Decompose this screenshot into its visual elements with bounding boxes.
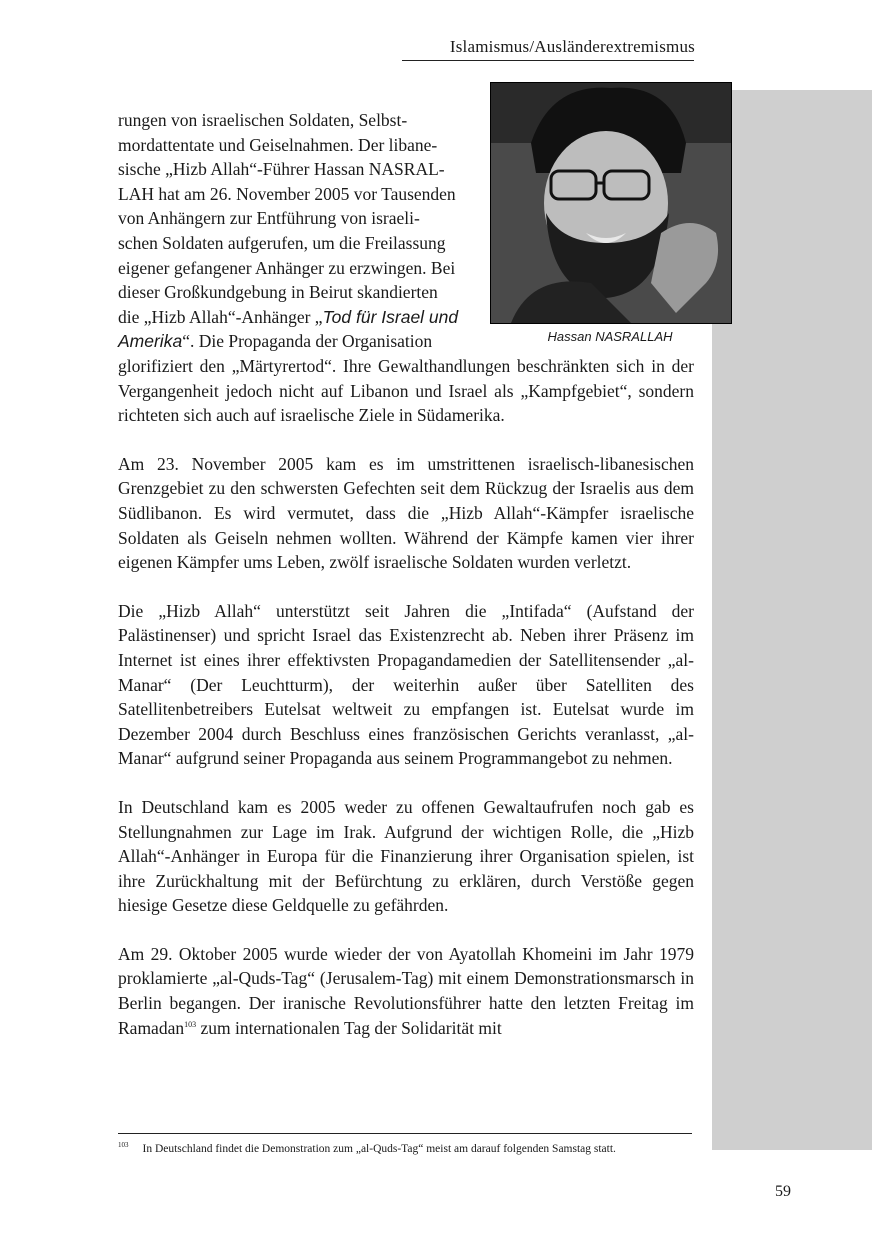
footnote — [118, 1141, 698, 1155]
main-text — [118, 354, 694, 1064]
footnote-rule — [118, 1133, 692, 1134]
paragraph-4: In Deutschland kam es 2005 weder zu offenen Gewaltaufrufen noch gab es Stellungnahmen zur Lage im Irak. Aufgrund der wichtigen Rolle, die „Hizb Allah“-Anhänger in Europa für die Finanzierung ihrer Organisation spielen, ist ihre Zurückhaltung mit der Befürchtung zu erklären, durch Verstöße gegen hiesige Gesetze diese Geldquelle zu gefährden. — [118, 796, 694, 916]
paragraph-5-text-end: zum internationalen Tag der Solidarität mit — [196, 1017, 502, 1038]
portrait-photo — [490, 82, 732, 324]
intro-line: schen Soldaten aufgerufen, um die Freilassung — [118, 232, 446, 253]
margin-gray-band — [712, 90, 872, 1150]
paragraph-1-continuation: glorifiziert den „Märtyrertod“. Ihre Gewalthandlungen beschränkten sich in der Vergangenheit jedoch nicht auf Libanon und Israel als „Kampfgebiet“, sondern richteten sich auch auf israelische Ziele in Südamerika. — [118, 356, 694, 426]
intro-line: mordattentate und Geiselnahmen. Der libane- — [118, 134, 438, 155]
photo-caption: Hassan NASRALLAH — [547, 329, 673, 344]
intro-column — [118, 108, 480, 354]
footnote-number: 103 — [118, 1141, 129, 1149]
slogan-quote-end: Amerika — [118, 331, 183, 352]
paragraph-3: Die „Hizb Allah“ unterstützt seit Jahren die „Intifada“ (Aufstand der Palästinenser) und spricht Israel das Existenzrecht ab. Neben ihrer Präsenz im Internet ist eines ihrer effektivsten Propagandamedien der Satellitensender „al-Manar“ (Der Leuchtturm), der weiterhin außer über Satelliten des Satellitenbetreibers Eutelsat weltweit zu empfangen ist. Eutelsat wurde im Dezember 2004 durch Beschluss eines französischen Gerichts veranlasst, „al-Manar“ aufgrund seiner Propaganda aus seinem Programmangebot zu nehmen. — [118, 600, 694, 769]
slogan-prefix: die „Hizb Allah“-Anhänger „ — [118, 306, 323, 327]
portrait-illustration — [491, 83, 731, 323]
paragraph-5-text: Am 29. Oktober 2005 wurde wieder der von Ayatollah Khomeini im Jahr 1979 proklamierte „al-Quds-Tag“ (Jerusalem-Tag) mit einem Demonstrationsmarsch in Berlin begangen. Der iranische Revolutionsführer hatte den letzten Freitag im Ramadan — [118, 943, 694, 1038]
intro-line: von Anhängern zur Entführung von israeli- — [118, 208, 420, 229]
slogan-suffix: “. Die Propaganda der Organisation — [182, 331, 433, 352]
footnote-text: In Deutschland findet die Demonstration zum „al-Quds-Tag“ meist am darauf folgenden Samstag statt. — [142, 1142, 616, 1155]
intro-line: eigener gefangener Anhänger zu erzwingen. Bei — [118, 257, 456, 278]
intro-line-slogan — [118, 305, 480, 330]
paragraph-5 — [118, 942, 694, 1040]
paragraph-2: Am 23. November 2005 kam es im umstrittenen israelisch-libanesischen Grenzgebiet zu den schwersten Gefechten seit dem Rückzug der Israelis aus dem Südlibanon. Es wird vermutet, dass die „Hizb Allah“-Kämpfer israelische Soldaten als Geiseln nehmen wollten. Während der Kämpfe kamen vier ihrer eigenen Kämpfer ums Leben, zwölf israelische Soldaten wurden verletzt. — [118, 453, 694, 573]
slogan-quote: Tod für Israel und — [322, 306, 459, 327]
intro-line: rungen von israelischen Soldaten, Selbst- — [118, 110, 408, 130]
header-rule — [402, 60, 694, 61]
page-number: 59 — [775, 1183, 791, 1200]
intro-line: dieser Großkundgebung in Beirut skandierten — [118, 282, 438, 303]
intro-line-slogan-end — [118, 329, 480, 354]
intro-line: sische „Hizb Allah“-Führer Hassan NASRAL- — [118, 159, 445, 180]
footnote-reference[interactable]: 103 — [184, 1019, 197, 1029]
running-header: Islamismus/Ausländerextremismus — [449, 37, 695, 56]
intro-line: LAH hat am 26. November 2005 vor Tausenden — [118, 183, 456, 204]
